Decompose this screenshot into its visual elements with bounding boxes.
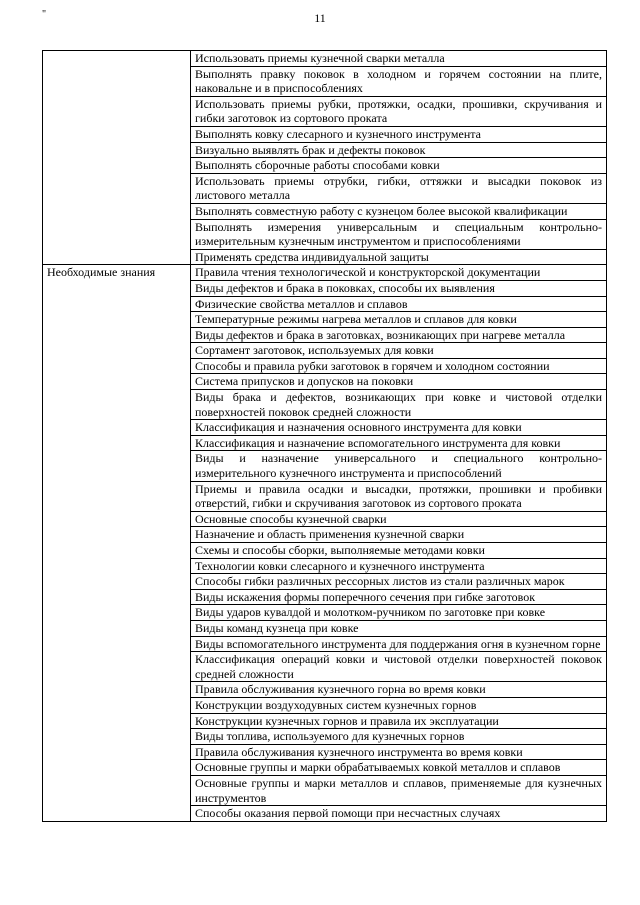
table-cell: Выполнять совместную работу с кузнецом более высокой квалификации	[191, 203, 607, 219]
table-cell: Основные способы кузнечной сварки	[191, 511, 607, 527]
page-number: 11	[314, 11, 326, 25]
table-cell: Выполнять ковку слесарного и кузнечного инструмента	[191, 126, 607, 142]
table-cell: Использовать приемы кузнечной сварки металла	[191, 51, 607, 67]
table-cell: Схемы и способы сборки, выполняемые методами ковки	[191, 543, 607, 559]
table-cell: Основные группы и марки металлов и сплавов, применяемые для кузнечных инструментов	[191, 775, 607, 805]
table-cell: Виды топлива, используемого для кузнечных горнов	[191, 729, 607, 745]
table-cell: Виды искажения формы поперечного сечения при гибке заготовок	[191, 589, 607, 605]
section-label	[43, 51, 191, 265]
table-cell: Система припусков и допусков на поковки	[191, 374, 607, 390]
table-cell: Применять средства индивидуальной защиты	[191, 249, 607, 265]
table-cell: Назначение и область применения кузнечной сварки	[191, 527, 607, 543]
table-cell: Классификация и назначение вспомогательного инструмента для ковки	[191, 435, 607, 451]
table-cell: Выполнять правку поковок в холодном и горячем состоянии на плите, наковальне и в приспособлениях	[191, 66, 607, 96]
table-cell: Способы и правила рубки заготовок в горячем и холодном состоянии	[191, 358, 607, 374]
table-cell: Выполнять сборочные работы способами ковки	[191, 158, 607, 174]
competency-table	[42, 50, 607, 822]
table-cell: Физические свойства металлов и сплавов	[191, 296, 607, 312]
table-cell: Способы гибки различных рессорных листов из стали различных марок	[191, 574, 607, 590]
table-cell: Виды ударов кувалдой и молотком-ручником по заготовке при ковке	[191, 605, 607, 621]
table-cell: Температурные режимы нагрева металлов и сплавов для ковки	[191, 312, 607, 328]
table-cell: Виды дефектов и брака в поковках, способы их выявления	[191, 280, 607, 296]
table-cell: Технологии ковки слесарного и кузнечного инструмента	[191, 558, 607, 574]
table-cell: Правила обслуживания кузнечного горна во время ковки	[191, 682, 607, 698]
table-cell: Виды вспомогательного инструмента для поддержания огня в кузнечном горне	[191, 636, 607, 652]
table-cell: Виды и назначение универсального и специального контрольно-измерительного кузнечного инструмента и приспособлений	[191, 451, 607, 481]
corner-mark: "	[42, 9, 47, 20]
table-cell: Использовать приемы отрубки, гибки, оттяжки и высадки поковок из листового металла	[191, 173, 607, 203]
table-cell: Использовать приемы рубки, протяжки, осадки, прошивки, скручивания и гибки заготовок из сортового проката	[191, 96, 607, 126]
table-cell: Выполнять измерения универсальным и специальным контрольно-измерительным кузнечным инструментом и приспособлениями	[191, 219, 607, 249]
table-cell: Виды брака и дефектов, возникающих при ковке и чистовой отделки поверхностей поковок средней сложности	[191, 390, 607, 420]
table-cell: Способы оказания первой помощи при несчастных случаях	[191, 806, 607, 822]
table-cell: Классификация и назначения основного инструмента для ковки	[191, 420, 607, 436]
table-cell: Виды команд кузнеца при ковке	[191, 620, 607, 636]
table-cell: Сортамент заготовок, используемых для ковки	[191, 343, 607, 359]
table-cell: Приемы и правила осадки и высадки, протяжки, прошивки и пробивки отверстий, гибки и скручивания заготовок из сортового проката	[191, 481, 607, 511]
table-row	[43, 265, 607, 281]
table-cell: Правила обслуживания кузнечного инструмента во время ковки	[191, 744, 607, 760]
table-cell: Классификация операций ковки и чистовой отделки поверхностей поковок средней сложности	[191, 652, 607, 682]
table-row	[43, 51, 607, 67]
table-cell: Основные группы и марки обрабатываемых ковкой металлов и сплавов	[191, 760, 607, 776]
section-label: Необходимые знания	[43, 265, 191, 821]
competency-table-body	[43, 51, 607, 822]
table-cell: Виды дефектов и брака в заготовках, возникающих при нагреве металла	[191, 327, 607, 343]
table-cell: Конструкции кузнечных горнов и правила их эксплуатации	[191, 713, 607, 729]
table-cell: Конструкции воздуходувных систем кузнечных горнов	[191, 697, 607, 713]
table-cell: Правила чтения технологической и конструкторской документации	[191, 265, 607, 281]
table-cell: Визуально выявлять брак и дефекты поковок	[191, 142, 607, 158]
